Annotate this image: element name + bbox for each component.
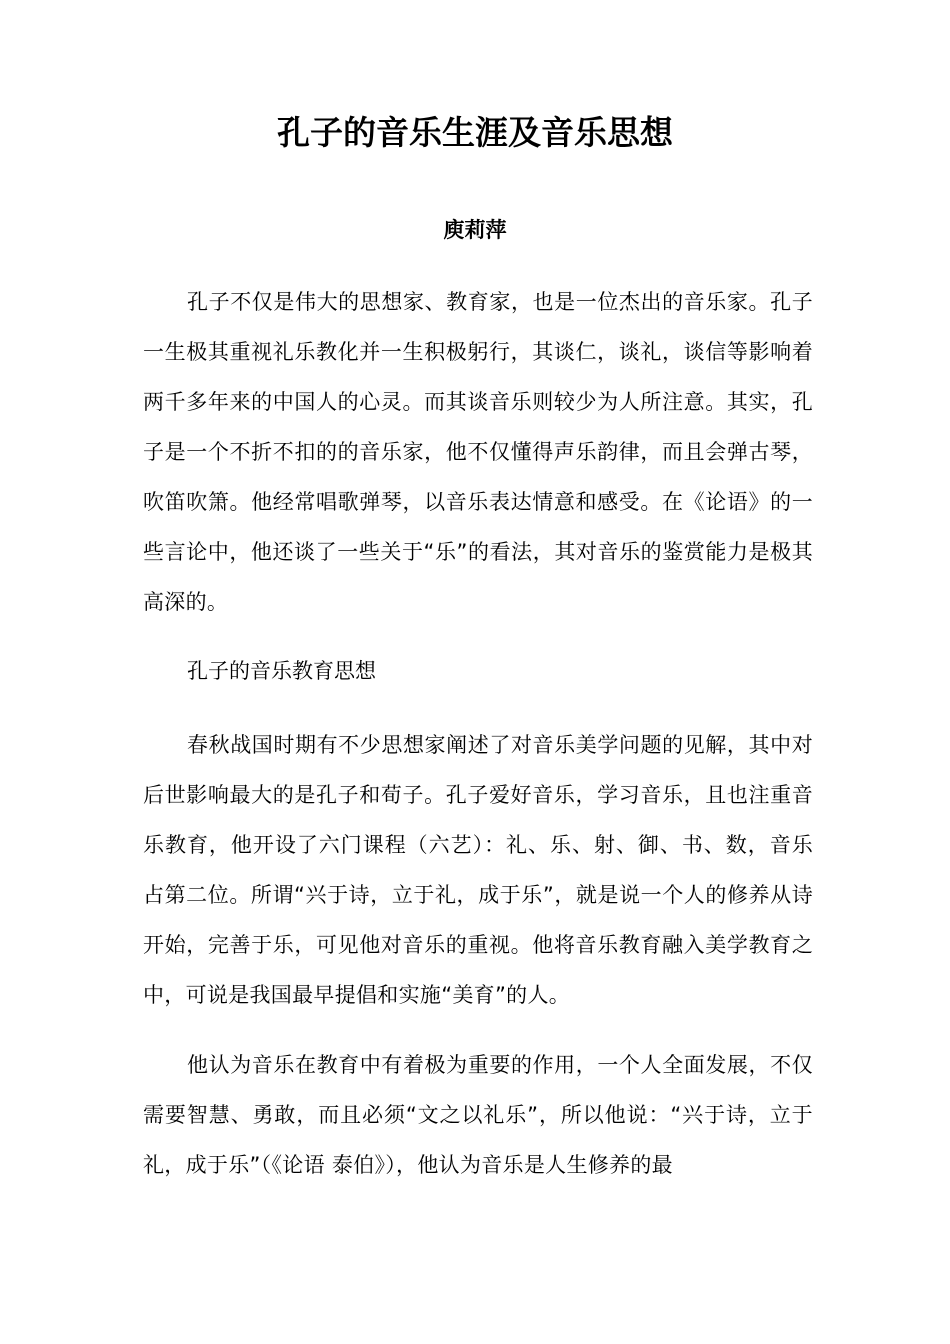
body-paragraph: 他认为音乐在教育中有着极为重要的作用，一个人全面发展，不仅需要智慧、勇敢，而且必须“文之以礼乐”，所以他说：“兴于诗，立于礼，成于乐”（《论语 泰伯》），他认为音乐是人生修养的最 bbox=[143, 1053, 813, 1177]
body-paragraph: 孔子不仅是伟大的思想家、教育家，也是一位杰出的音乐家。孔子一生极其重视礼乐教化并一生积极躬行，其谈仁，谈礼，谈信等影响着两千多年来的中国人的心灵。而其谈音乐则较少为人所注意。其实，孔子是一个不折不扣的的音乐家，他不仅懂得声乐韵律，而且会弹古琴，吹笛吹箫。他经常唱歌弹琴，以音乐表达情意和感受。在《论语》的一些言论中，他还谈了一些关于“乐”的看法，其对音乐的鉴赏能力是极其高深的。 bbox=[143, 290, 813, 614]
author-name: 庾莉萍 bbox=[443, 218, 507, 242]
body-paragraph: 春秋战国时期有不少思想家阐述了对音乐美学问题的见解，其中对后世影响最大的是孔子和荀子。孔子爱好音乐，学习音乐，且也注重音乐教育，他开设了六门课程（六艺）：礼、乐、射、御、书、数，音乐占第二位。所谓“兴于诗，立于礼，成于乐”，就是说一个人的修养从诗开始，完善于乐，可见他对音乐的重视。他将音乐教育融入美学教育之中，可说是我国最早提倡和实施“美育”的人。 bbox=[143, 733, 813, 1007]
section-heading: 孔子的音乐教育思想 bbox=[187, 659, 376, 683]
document-title: 孔子的音乐生涯及音乐思想 bbox=[277, 113, 673, 152]
